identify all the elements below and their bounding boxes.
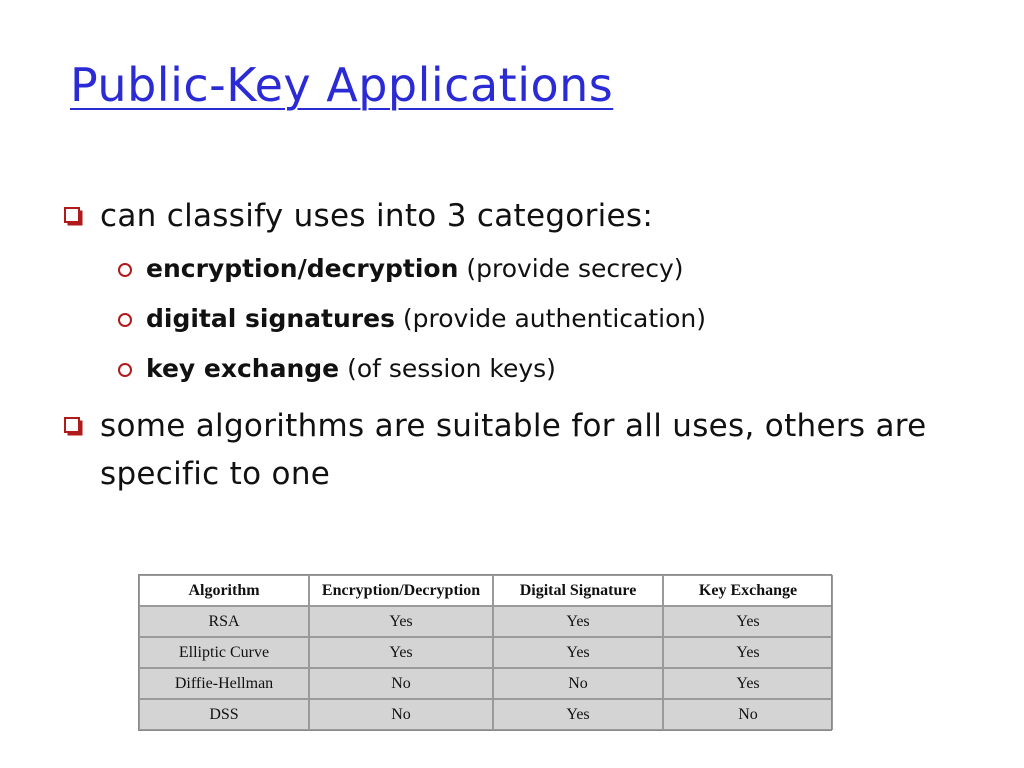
table-cell: No: [309, 668, 493, 699]
circle-bullet-icon: [118, 313, 132, 327]
sub-bullet-term: encryption/decryption: [146, 254, 459, 283]
table-row: [139, 668, 833, 699]
sub-bullet-key-exchange: [62, 344, 962, 394]
circle-bullet-icon: [118, 263, 132, 277]
bullet-list: [62, 192, 962, 498]
bullet-item-categories: [62, 192, 962, 240]
header-algorithm: Algorithm: [139, 575, 309, 606]
table-cell: DSS: [139, 699, 309, 730]
sub-bullet-term: digital signatures: [146, 304, 395, 333]
sub-bullet-term: key exchange: [146, 354, 340, 383]
table-header-row: [139, 575, 833, 606]
sub-bullet-desc: (provide authentication): [402, 304, 706, 333]
bullet-text: can classify uses into 3 categories:: [100, 198, 654, 234]
table-cell: Diffie-Hellman: [139, 668, 309, 699]
table-cell: Yes: [493, 606, 663, 637]
table-row: [139, 637, 833, 668]
table-cell: RSA: [139, 606, 309, 637]
table-cell: Yes: [493, 699, 663, 730]
table-cell: Elliptic Curve: [139, 637, 309, 668]
slide-title: Public-Key Applications: [70, 58, 614, 112]
table-cell: Yes: [309, 606, 493, 637]
algorithm-table-container: [138, 574, 832, 731]
algorithm-table: [138, 574, 834, 731]
sub-bullet-encryption: [62, 244, 962, 294]
header-key-exchange: Key Exchange: [663, 575, 833, 606]
table-cell: Yes: [663, 668, 833, 699]
table-row: [139, 699, 833, 730]
sub-bullet-signatures: [62, 294, 962, 344]
table-cell: Yes: [493, 637, 663, 668]
sub-bullet-desc: (of session keys): [347, 354, 556, 383]
square-bullet-icon: [64, 207, 80, 223]
bullet-item-algorithms: [62, 402, 962, 498]
sub-bullet-list: [62, 244, 962, 394]
table-cell: No: [493, 668, 663, 699]
table-row: [139, 606, 833, 637]
circle-bullet-icon: [118, 363, 132, 377]
square-bullet-icon: [64, 417, 80, 433]
table-cell: Yes: [663, 606, 833, 637]
table-cell: No: [309, 699, 493, 730]
sub-bullet-desc: (provide secrecy): [466, 254, 684, 283]
header-signature: Digital Signature: [493, 575, 663, 606]
table-cell: No: [663, 699, 833, 730]
bullet-text: some algorithms are suitable for all uses, others are specific to one: [100, 408, 927, 492]
table-cell: Yes: [309, 637, 493, 668]
header-encryption: Encryption/Decryption: [309, 575, 493, 606]
table-cell: Yes: [663, 637, 833, 668]
